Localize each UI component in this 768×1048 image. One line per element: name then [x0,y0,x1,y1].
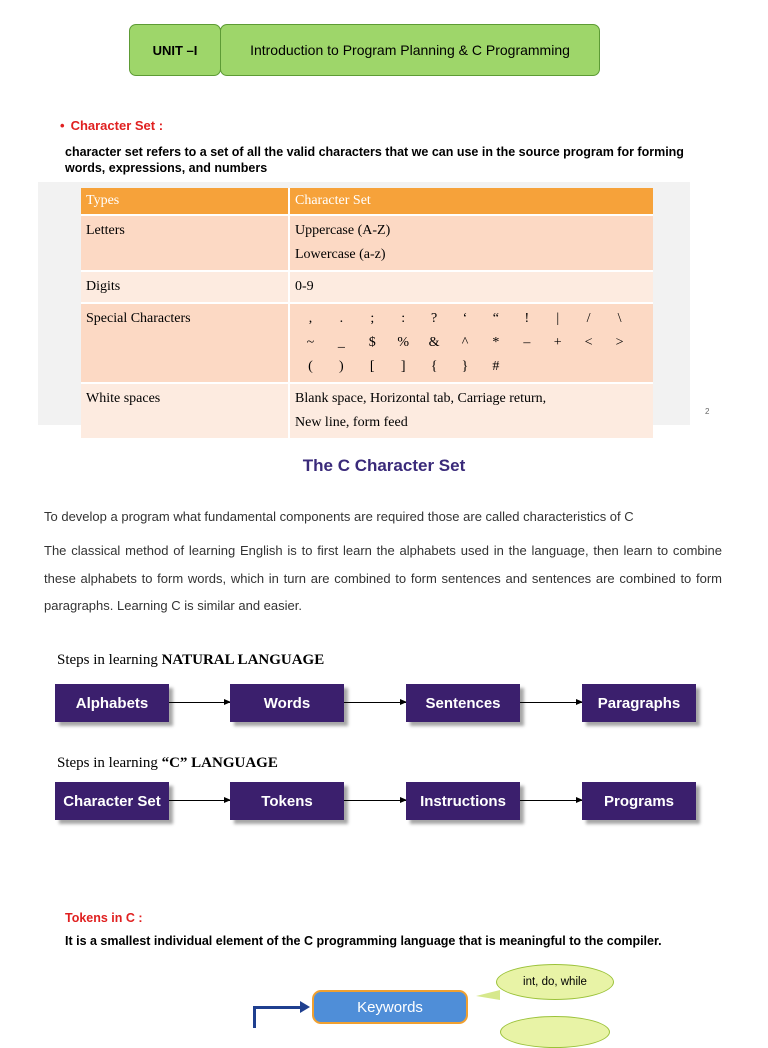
special-character: * [492,335,500,350]
table-cell-type: Special Characters [81,303,289,383]
callout-tail [476,990,500,1000]
unit-label-box [129,24,221,76]
table-cell-set: Uppercase (A-Z) Lowercase (a-z) [289,215,653,271]
special-character: . [339,311,344,326]
c-character-set-title: The C Character Set [302,456,466,475]
table-header-types: Types [81,188,289,215]
table-cell-set [289,303,653,383]
table-row [81,271,653,303]
tokens-heading: Tokens in C : [65,911,143,925]
bullet-icon: • [60,118,65,133]
tokens-description: It is a smallest individual element of the C programming language that is meaningful to the compiler. [65,934,662,948]
special-characters-grid [295,307,635,379]
intro-paragraph: To develop a program what fundamental components are required those are called characteristics of C [44,509,634,524]
special-character: % [397,335,409,350]
natural-language-label: Steps in learning NATURAL LANGUAGE [57,652,325,668]
callout-bubble [500,1016,610,1048]
special-character: \ [617,311,622,326]
flow-arrow [169,800,230,801]
table-cell-type: Digits [81,271,289,303]
special-character: _ [337,335,345,350]
flow-box-sentences: Sentences [406,684,520,722]
flow-box-character-set: Character Set [55,782,169,820]
tree-connector [253,1008,256,1028]
flow-box-instructions: Instructions [406,782,520,820]
special-character: : [401,311,406,326]
flow-arrow [344,800,406,801]
special-character: ) [339,359,344,374]
special-character: ; [370,311,375,326]
special-character: } [461,359,469,374]
special-character: ‘ [462,311,468,326]
slide-page-number: 2 [705,407,710,416]
special-character: $ [368,335,376,350]
unit-label: UNIT –I [152,42,198,58]
keywords-box: Keywords [312,990,468,1024]
unit-title: Introduction to Program Planning & C Programming [250,42,570,58]
special-character: “ [492,311,500,326]
keywords-examples-callout: int, do, while [496,964,614,1000]
flow-arrow [520,800,582,801]
special-character: + [553,335,562,350]
tree-connector [253,1006,303,1009]
special-character: ? [430,311,438,326]
special-character: / [586,311,591,326]
flow-box-paragraphs: Paragraphs [582,684,696,722]
character-set-table [81,188,653,438]
table-cell-set: Blank space, Horizontal tab, Carriage return, New line, form feed [289,383,653,438]
special-character: & [428,335,440,350]
flow-arrow [520,702,582,703]
special-character: [ [369,359,375,374]
table-cell-set: 0-9 [289,271,653,303]
character-set-table-image [38,182,690,430]
special-character: ] [400,359,406,374]
arrowhead-icon [300,1001,310,1013]
flow-box-words: Words [230,684,344,722]
special-character: ( [308,359,313,374]
table-cell-type: Letters [81,215,289,271]
flow-box-alphabets: Alphabets [55,684,169,722]
table-header-character-set: Character Set [289,188,653,215]
special-character: > [615,335,624,350]
character-set-description: character set refers to a set of all the valid characters that we can use in the source program for forming words, expressions, and numbers [65,145,684,175]
special-character: < [584,335,593,350]
special-character: , [308,311,313,326]
character-set-heading: • Character Set : [60,118,164,133]
special-character: ~ [306,335,315,350]
table-cell-type: White spaces [81,383,289,438]
flow-box-programs: Programs [582,782,696,820]
flow-arrow [169,702,230,703]
table-row [81,303,653,383]
special-character: ! [524,311,530,326]
flow-box-tokens: Tokens [230,782,344,820]
flow-arrow [344,702,406,703]
special-character: # [492,359,500,374]
c-language-label: Steps in learning “C” LANGUAGE [57,755,278,771]
special-character: { [430,359,438,374]
special-character: – [523,335,531,350]
special-character: ^ [461,335,469,350]
unit-title-box [220,24,600,76]
special-character: | [556,311,560,326]
classical-method-paragraph: The classical method of learning English is to first learn the alphabets used in the language, then learn to combine these alphabets to form words, which in turn are combined to form sentences and sentences are combined to form paragraphs. Learning C is similar and easier. [44,543,722,613]
table-row [81,215,653,271]
table-row [81,383,653,438]
